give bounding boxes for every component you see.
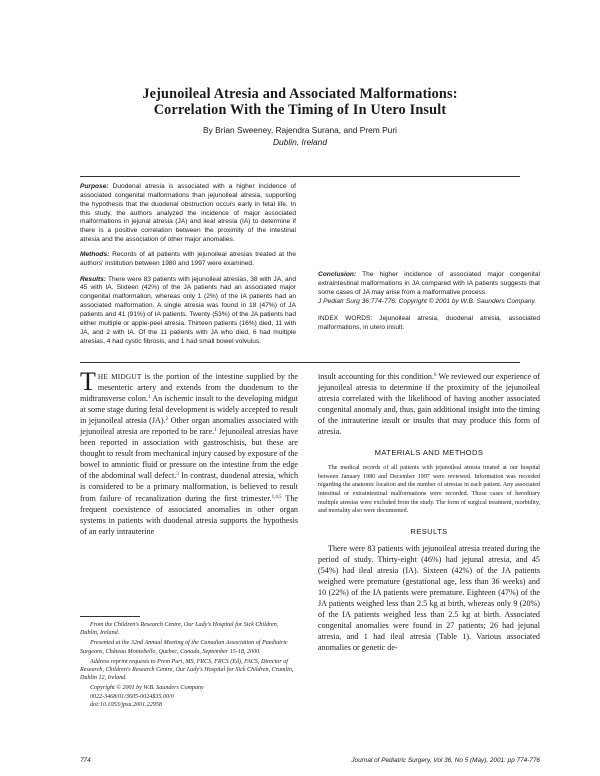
- abstract-methods: [80, 251, 296, 269]
- footnotes: [80, 621, 298, 709]
- footnote-issn: 0022-3468/01/3605-0024$35.00/0: [90, 693, 174, 700]
- methods-heading: MATERIALS AND METHODS: [374, 448, 484, 458]
- author-names: By Brian Sweeney, Rajendra Surana, and Prem Puri: [203, 125, 397, 135]
- abstract-top-rule: [80, 176, 520, 177]
- abstract-results-continuation-space: [318, 183, 540, 271]
- reference-marker: 1: [214, 428, 217, 434]
- conclusion-label: Conclusion:: [318, 271, 357, 278]
- drop-cap: T: [80, 367, 96, 396]
- methods-label: Methods:: [80, 251, 110, 259]
- intro-text-c: Other organ anomalies associated with jejunoileal atresia are reported to be rare.: [80, 416, 298, 437]
- continuation-text-a: insult accounting for this condition.: [318, 372, 435, 381]
- reference-marker: 2: [165, 417, 169, 423]
- title-line-2: Correlation With the Timing of In Utero Insult: [153, 102, 447, 118]
- intro-text-b: An ischemic insult to the developing midgut at some stage during fetal development is widely accepted to result in jejunoileal atresia (JA).: [80, 394, 298, 426]
- conclusion-text: The higher incidence of associated major congenital extraintestinal malformations in JA compared with IA patients suggests that some cases of JA may arise from a malformative process.: [318, 271, 540, 296]
- intro-continuation: [318, 371, 540, 437]
- footnote-reprints: Address reprint requests to Prem Puri, MS, FRCS, FRCS (Ed), FACS, Director of Research, Children's Research Centre, Our Lady's Hospital for Sick Children, Crumlin, Dublin 12, Ireland.: [80, 658, 294, 682]
- author-block: [60, 124, 540, 148]
- footnote-presented: Presented at the 32nd Annual Meeting of the Canadian Association of Paediatric Surgeons, Château Montebello, Quebec, Canada, September 15-18, 2000.: [80, 640, 288, 655]
- abstract-citation: J Pediatr Surg 36:774-776. Copyright © 2001 by W.B. Saunders Company.: [318, 297, 537, 305]
- reference-marker: 3: [176, 472, 179, 478]
- intro-paragraph: [80, 367, 299, 537]
- results-label: Results:: [80, 275, 107, 283]
- purpose-label: Purpose:: [80, 183, 109, 190]
- footnote-rule: [80, 616, 140, 617]
- footnote-doi: doi:10.1053/jpsu.2001.22958: [90, 701, 162, 708]
- author-location: Dublin, Ireland: [272, 137, 327, 147]
- lead-caps: HE MIDGUT: [97, 372, 142, 381]
- index-words: INDEX WORDS: Jejunoileal atresia, duodenal atresia, associated malformations, in utero insult.: [318, 315, 540, 332]
- intro-text-f: The frequent coexistence of associated anomalies in other organ systems in patients with duodenal atresia supports the hypothesis of an early intrauterine: [80, 493, 298, 536]
- footnote-copyright: Copyright © 2001 by W.B. Saunders Company: [90, 685, 204, 692]
- intro-text-e: In contrast, duodenal atresia, which is considered to be a primary malformation, is believed to result from failure of recanalization during the first trimester.: [80, 471, 299, 503]
- page-number: 774: [80, 757, 91, 764]
- abstract-results: [80, 276, 296, 347]
- journal-footer: Journal of Pediatric Surgery, Vol 36, No 5 (May), 2001: pp 774-776: [351, 757, 540, 764]
- article-title: [60, 86, 540, 118]
- abstract-right-column: [318, 183, 540, 340]
- body-right-column: [318, 371, 540, 653]
- results-text: There were 83 patients with jejunoileal atresias, 38 with JA, and 45 with IA. Sixteen (42%) of the JA patients had an associated major congenital malformation, whereas only 1 (2%) of the IA patients had an associated malformation. A single atresia was found in 18 (47%) of JA patients and 41 (91%) of IA patients. Twenty (53%) of the JA patients had either multiple or apple-peel atresia. Thirteen patients (16%) died, 11 with JA, and 2 with IA. Of the 11 patients with JA who died, 6 had multiple atresias, 4 had cystic fibrosis, and 1 had small bowel volvulus.: [80, 275, 296, 345]
- title-line-1: Jejunoileal Atresia and Associated Malformations:: [142, 86, 458, 102]
- footnote-affiliation: From the Children's Research Centre, Our Lady's Hospital for Sick Children, Dublin, Ireland.: [80, 622, 279, 637]
- intro-text-d: Jejunoileal atresias have been reported in association with gastroschisis, but these are thought to result from mechanical injury caused by exposure of the bowel to amniotic fluid or pressure on the intestine from the edge of the abdominal wall defect.: [80, 427, 298, 481]
- methods-paragraph: The medical records of all patients with jejunoileal atresia treated at our hospital between January 1980 and December 1997 were reviewed. Information was recorded regarding the anatomic location and the number of atresias in each patient. Any associated intestinal or extraintestinal malformations were recorded. Those cases of hereditary multiple atresias were excluded from the study. The form of surgical treatment, morbidity, and mortality also were documented.: [318, 465, 540, 515]
- results-heading: RESULTS: [410, 526, 448, 536]
- continuation-text-b: We reviewed our experience of jejunoileal atresia to determine if the proximity of the jejunoileal atresia correlated with the likelihood of having another associated congenital anomaly and, thus, gain additional insight into the timing of the intrauterine insult or insults that may produce this form of atresia.: [318, 372, 540, 437]
- abstract-purpose: [80, 183, 296, 245]
- abstract-bottom-rule: [80, 362, 520, 363]
- intro-text: is the portion of the intestine supplied by the mesenteric artery and extends from the duodenum to the midtransverse colon.: [80, 372, 298, 404]
- abstract-conclusion: [318, 271, 540, 306]
- reference-marker: 1,4,5: [271, 494, 282, 500]
- reference-marker: 1: [147, 395, 151, 401]
- methods-text: Records of all patients with jejunoileal atresias treated at the authors' institution between 1980 and 1997 were examined.: [80, 251, 296, 268]
- body-left-column: [80, 367, 299, 537]
- results-paragraph: There were 83 patients with jejunoileal atresia treated during the period of study. Thirty-eight (46%) had jejunal atresia, and 45 (54%) had ileal atresia (IA). Sixteen (42%) of the JA patients weighed were premature (gestational age, less than 36 weeks) and 10 (22%) of the IA patients were premature. Eighteen (47%) of the JA patients weighed less than 2.5 kg at birth, whereas only 9 (20%) of the IA patients weighed less than 2.5 kg at birth. Associated congenital anomalies were found in 27 patients; 26 had jejunal atresia, and 1 had ileal atresia (Table 1). Various associated anomalies or genetic de-: [318, 543, 540, 653]
- methods-section: [318, 464, 540, 515]
- abstract-left-column: [80, 183, 296, 353]
- reference-marker: 6: [434, 373, 437, 378]
- purpose-text: Duodenal atresia is associated with a higher incidence of associated congenital malformations than jejunoileal atresia, supporting the hypothesis that the duodenal obstruction occurs early in fetal life. In this study, the authors analyzed the incidence of major associated malformations in jejunal atresia (JA) and ileal atresia (IA) to determine if there is a positive correlation between the proximity of the intestinal atresia and the association of other major anomalies.: [80, 183, 296, 244]
